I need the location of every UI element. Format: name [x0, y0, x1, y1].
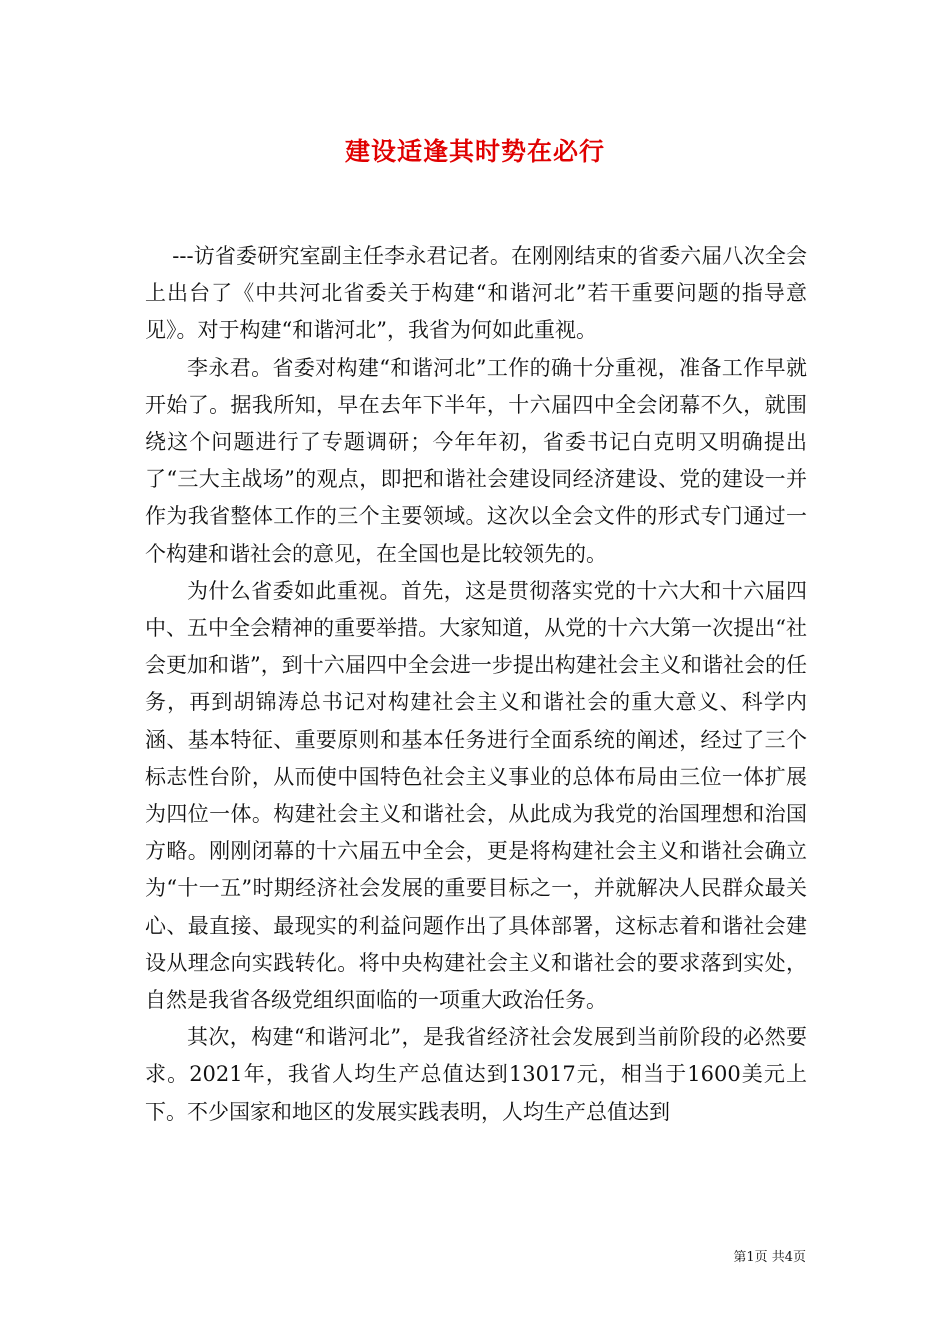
paragraph-answer-3: 其次，构建“和谐河北”，是我省经济社会发展到当前阶段的必然要求。2021年，我省人均生产总值达到13017元，相当于1600美元上下。不少国家和地区的发展实践表明，人均生产总值达到 [145, 1025, 807, 1124]
paragraph-answer-1: 李永君。省委对构建“和谐河北”工作的确十分重视，准备工作早就开始了。据我所知，早在去年下半年，十六届四中全会闭幕不久，就围绕这个问题进行了专题调研；今年年初，省委书记白克明又明确提出了“三大主战场”的观点，即把和谐社会建设同经济建设、党的建设一并作为我省整体工作的三个主要领域。这次以全会文件的形式专门通过一个构建和谐社会的意见，在全国也是比较领先的。 [145, 355, 807, 566]
page-number-footer: 第1页 共4页 [733, 1250, 806, 1265]
document-body [145, 238, 807, 1131]
paragraph-intro: ---访省委研究室副主任李永君记者。在刚刚结束的省委六届八次全会上出台了《中共河北省委关于构建“和谐河北”若干重要问题的指导意见》。对于构建“和谐河北”，我省为何如此重视。 [145, 244, 807, 343]
document-title: 建设适逢其时势在必行 [344, 137, 605, 166]
paragraph-answer-2: 为什么省委如此重视。首先，这是贯彻落实党的十六大和十六届四中、五中全会精神的重要举措。大家知道，从党的十六大第一次提出“社会更加和谐”，到十六届四中全会进一步提出构建社会主义和谐社会的任务，再到胡锦涛总书记对构建社会主义和谐社会的重大意义、科学内涵、基本特征、重要原则和基本任务进行全面系统的阐述，经过了三个标志性台阶，从而使中国特色社会主义事业的总体布局由三位一体扩展为四位一体。构建社会主义和谐社会，从此成为我党的治国理想和治国方略。刚刚闭幕的十六届五中全会，更是将构建社会主义和谐社会确立为“十一五”时期经济社会发展的重要目标之一，并就解决人民群众最关心、最直接、最现实的利益问题作出了具体部署，这标志着和谐社会建设从理念向实践转化。将中央构建社会主义和谐社会的要求落到实处，自然是我省各级党组织面临的一项重大政治任务。 [145, 578, 807, 1013]
